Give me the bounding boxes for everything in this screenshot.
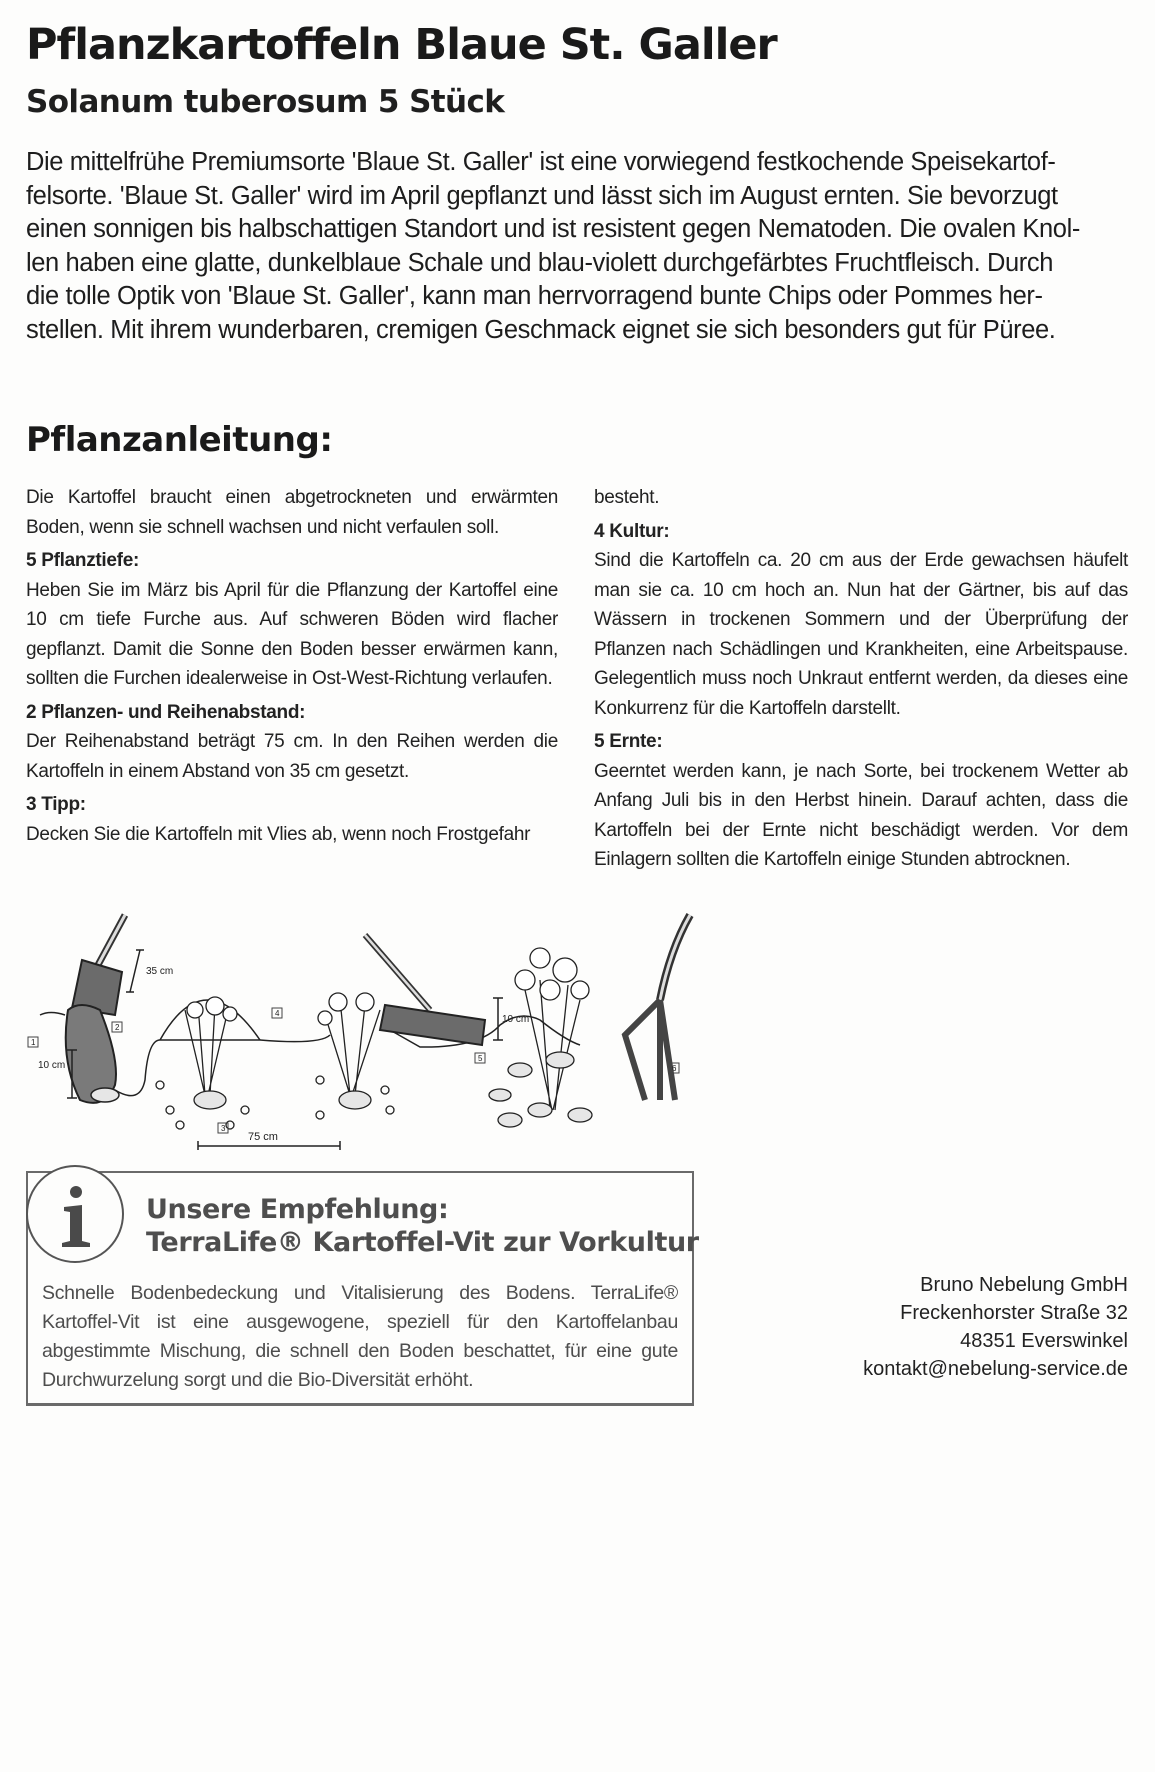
ground-line	[40, 1013, 580, 1096]
dimension-markers	[67, 950, 503, 1150]
section-text-cultivation: Sind die Kartoffeln ca. 20 cm aus der Erde gewachsen häufelt man sie ca. 10 cm hoch an. Nun hat der Gärtner, bis auf das Wässern in trockenen Sommern und der Überprüfung der Pflanzen nach Schädlingen und Krankheiten, eine Arbeitspause. Gelegentlich muss noch Unkraut entfernt werden, da dieses eine Konkurrenz für die Kartoffeln darstellt.	[594, 550, 1128, 719]
marker-3: 3	[221, 1124, 226, 1133]
label-depth: 10 cm	[38, 1060, 66, 1071]
section-heading-planting-depth: 5 Pflanztiefe:	[26, 550, 139, 571]
recommendation-heading-line1: Unsere Empfehlung:	[146, 1194, 449, 1225]
section-heading-tip: 3 Tipp:	[26, 794, 86, 815]
seed-potato	[91, 1088, 119, 1102]
description-line: die tolle Optik von 'Blaue St. Galler', kann man herrvorragend bunte Chips oder Pommes her-	[26, 282, 1043, 310]
potato-plant-3	[489, 948, 592, 1127]
recommendation-heading	[146, 1193, 699, 1259]
instructions-heading: Pflanzanleitung:	[26, 420, 333, 460]
spade-icon	[72, 915, 125, 1015]
rake-icon	[365, 935, 485, 1045]
instructions-intro: Die Kartoffel braucht einen abgetrockneten und erwärmten Boden, wenn sie schnell wachsen und nicht verfaulen soll.	[26, 487, 558, 538]
description-line: felsorte. 'Blaue St. Galler' wird im April gepflanzt und lässt sich im August ernten. Sie bevorzugt	[26, 181, 1058, 210]
instructions-column-right	[594, 483, 1128, 879]
company-name: Bruno Nebelung GmbH	[920, 1274, 1128, 1296]
instructions-column-left	[26, 483, 558, 853]
email-link[interactable]: kontakt@nebelung-service.de	[863, 1358, 1128, 1380]
marker-2: 2	[115, 1023, 120, 1032]
potato-plant-2	[316, 993, 394, 1119]
label-plant-spacing: 35 cm	[146, 966, 174, 977]
section-heading-harvest: 5 Ernte:	[594, 731, 663, 752]
section-text-harvest: Geerntet werden kann, je nach Sorte, bei trockenem Wetter ab Anfang Juli bis in den Herbst hinein. Darauf achten, dass die Kartoffeln bei der Ernte nicht beschädigt werden. Vor dem Einlagern sollten die Kartoffeln einige Stunden abtrocknen.	[594, 760, 1128, 870]
recommendation-heading-line2: TerraLife® Kartoffel-Vit zur Vorkultur	[146, 1227, 699, 1258]
product-description	[26, 146, 1132, 347]
section-text-tip: Decken Sie die Kartoffeln mit Vlies ab, wenn noch Frostgefahr	[26, 823, 531, 845]
info-icon	[26, 1165, 124, 1263]
description-line: stellen. Mit ihrem wunderbaren, cremigen Geschmack eignet sie sich besonders gut für Püree.	[26, 315, 1056, 344]
digging-fork-icon	[625, 915, 690, 1100]
section-text-spacing: Der Reihenabstand beträgt 75 cm. In den Reihen werden die Kartoffeln in einem Abstand von 35 cm gesetzt.	[26, 731, 558, 782]
planting-illustration	[20, 910, 700, 1150]
marker-4: 4	[275, 1009, 280, 1018]
label-hill-height: 10 cm	[502, 1014, 530, 1025]
section-text-tip-continued: besteht.	[594, 487, 660, 508]
section-heading-cultivation: 4 Kultur:	[594, 520, 670, 542]
description-line: len haben eine glatte, dunkelblaue Schale und blau-violett durchgefärbtes Fruchtfleisch. Durch	[26, 248, 1053, 277]
contact-block	[863, 1271, 1128, 1383]
potato-plant-1	[156, 997, 249, 1129]
city: 48351 Everswinkel	[960, 1330, 1128, 1352]
label-row-spacing: 75 cm	[248, 1131, 278, 1143]
section-text-planting-depth: Heben Sie im März bis April für die Pflanzung der Kartoffel eine 10 cm tiefe Furche aus. Auf schweren Böden wird flacher gepflanzt. Damit die Sonne den Boden besser erwärmen kann, sollten die Furchen idealerweise in Ost-West-Richtung verlaufen.	[26, 579, 558, 689]
product-subtitle: Solanum tuberosum 5 Stück	[26, 84, 505, 120]
marker-5: 5	[478, 1054, 483, 1063]
marker-6: 6	[672, 1064, 677, 1073]
recommendation-box	[26, 1171, 699, 1406]
section-heading-spacing: 2 Pflanzen- und Reihenabstand:	[26, 701, 306, 723]
street-address: Freckenhorster Straße 32	[900, 1302, 1128, 1324]
product-title: Pflanzkartoffeln Blaue St. Galler	[26, 20, 777, 70]
description-line: einen sonnigen bis halbschattigen Standort und ist resistent gegen Nematoden. Die ovalen Knol-	[26, 215, 1080, 243]
marker-1: 1	[31, 1038, 36, 1047]
description-line: Die mittelfrühe Premiumsorte 'Blaue St. Galler' ist eine vorwiegend festkochende Speisekartof-	[26, 148, 1056, 176]
recommendation-body: Schnelle Bodenbedeckung und Vitalisierung des Bodens. TerraLife® Kartoffel-Vit ist eine ausgewogene, speziell für den Kartoffelanbau abgestimmte Mischung, die schnell den Boden beschattet, für eine gute Durchwurzelung sorgt und die Bio-Diversität erhöht.	[42, 1282, 678, 1391]
